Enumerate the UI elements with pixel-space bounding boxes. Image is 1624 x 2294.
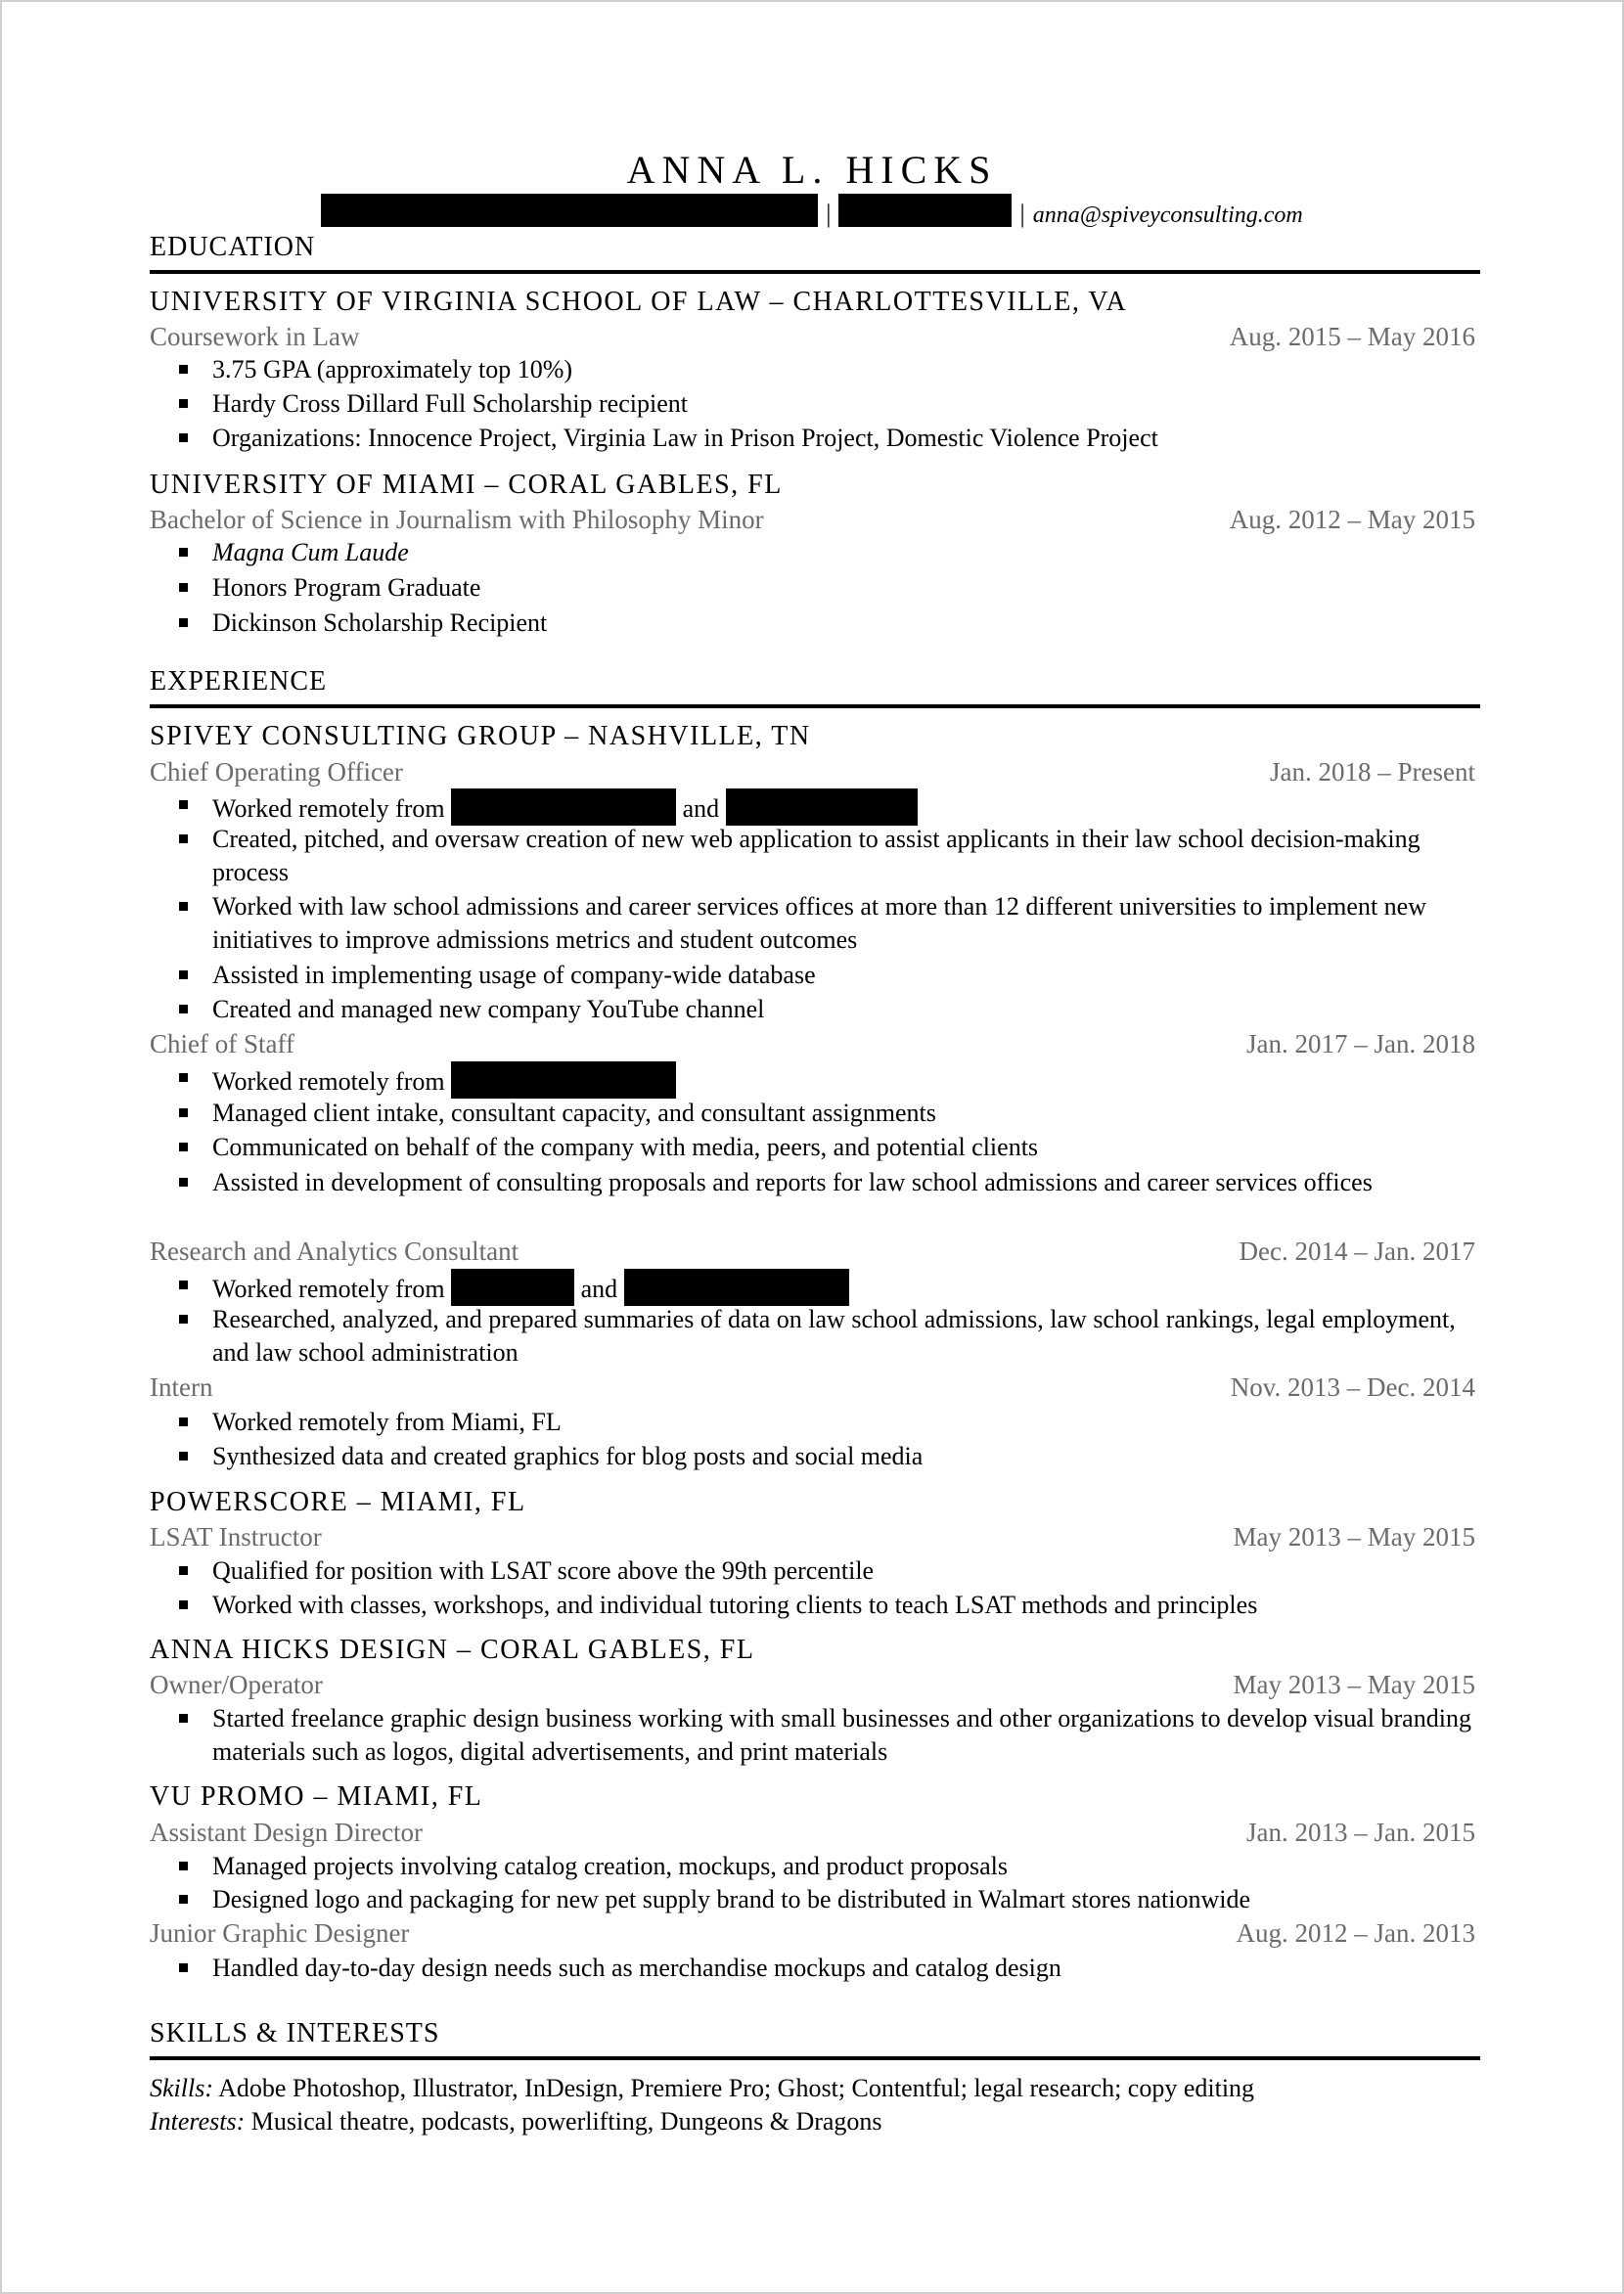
bullet-item: Started freelance graphic design business working with small businesses and other organizations to develop visual branding materials such as logos, digital advertisements, and print materials: [176, 1702, 1494, 1769]
role-title: Coursework in Law: [150, 322, 360, 351]
section-heading-education: EDUCATION: [150, 231, 1480, 274]
bullet-text: and: [580, 1275, 618, 1303]
org-spivey: SPIVEY CONSULTING GROUP – NASHVILLE, TN: [150, 721, 811, 751]
section-heading-experience: EXPERIENCE: [150, 665, 1480, 708]
org-anna-hicks-design: ANNA HICKS DESIGN – CORAL GABLES, FL: [150, 1635, 755, 1665]
interests-line: [150, 2105, 882, 2138]
role-line: [150, 320, 1475, 353]
contact-separator: |: [826, 200, 832, 228]
bullet-item: Worked with law school admissions and career services offices at more than 12 different universities to implement new initiatives to improve admissions metrics and student outcomes: [176, 890, 1494, 957]
role-date: May 2013 – May 2015: [1233, 1670, 1475, 1699]
bullet-item: Synthesized data and created graphics for blog posts and social media: [176, 1440, 1494, 1473]
role-line: [150, 1371, 1475, 1404]
email-link[interactable]: anna@spiveyconsulting.com: [1032, 202, 1303, 228]
bullet-item: Worked remotely from Miami, FL: [176, 1406, 1494, 1439]
contact-line: [0, 194, 1624, 232]
redacted-location: [726, 788, 918, 826]
role-line: [150, 1027, 1475, 1060]
bullet-item: [176, 788, 1494, 826]
role-date: Jan. 2013 – Jan. 2015: [1246, 1818, 1475, 1847]
bullet-item: Worked with classes, workshops, and individual tutoring clients to teach LSAT methods and principles: [176, 1589, 1494, 1622]
interests-label: Interests:: [150, 2107, 246, 2136]
role-title: LSAT Instructor: [150, 1522, 322, 1552]
org-miami: UNIVERSITY OF MIAMI – CORAL GABLES, FL: [150, 470, 783, 500]
skills-label: Skills:: [150, 2074, 213, 2102]
bullet-item: Managed projects involving catalog creation, mockups, and product proposals: [176, 1850, 1494, 1883]
role-line: [150, 755, 1475, 788]
role-title: Intern: [150, 1372, 213, 1402]
bullet-item: Handled day-to-day design needs such as merchandise mockups and catalog design: [176, 1952, 1494, 1985]
bullet-item: Honors Program Graduate: [176, 571, 1494, 605]
role-title: Junior Graphic Designer: [150, 1918, 410, 1948]
bullet-text: Worked remotely from: [212, 1067, 445, 1096]
bullet-item: [176, 1061, 1494, 1099]
redacted-location: [624, 1269, 849, 1306]
role-date: Jan. 2017 – Jan. 2018: [1246, 1029, 1475, 1058]
skills-line: [150, 2072, 1254, 2105]
role-line: [150, 1916, 1475, 1950]
redacted-location: [451, 1061, 676, 1099]
role-date: Nov. 2013 – Dec. 2014: [1230, 1372, 1475, 1402]
bullet-item: Managed client intake, consultant capacity, and consultant assignments: [176, 1097, 1494, 1130]
bullet-item: Assisted in implementing usage of company-wide database: [176, 959, 1494, 992]
bullet-item: Hardy Cross Dillard Full Scholarship recipient: [176, 387, 1494, 421]
role-line: [150, 1816, 1475, 1849]
role-date: Aug. 2012 – Jan. 2013: [1236, 1918, 1475, 1948]
role-date: Jan. 2018 – Present: [1270, 757, 1475, 787]
redacted-address: [321, 194, 818, 227]
role-line: [150, 1235, 1475, 1268]
bullet-text: Worked remotely from: [212, 1275, 445, 1303]
redacted-location: [451, 1269, 574, 1306]
role-title: Chief of Staff: [150, 1029, 294, 1058]
bullet-item: [176, 1269, 1494, 1306]
bullet-item: Researched, analyzed, and prepared summaries of data on law school admissions, law school rankings, legal employment, and law school administration: [176, 1303, 1494, 1370]
bullet-item: Assisted in development of consulting proposals and reports for law school admissions and career services offices: [176, 1166, 1494, 1199]
bullet-item: Qualified for position with LSAT score above the 99th percentile: [176, 1554, 1494, 1588]
role-line: [150, 1668, 1475, 1701]
bullet-item: Communicated on behalf of the company with media, peers, and potential clients: [176, 1131, 1494, 1164]
bullet-item: Designed logo and packaging for new pet supply brand to be distributed in Walmart stores nationwide: [176, 1883, 1494, 1916]
org-uva: UNIVERSITY OF VIRGINIA SCHOOL OF LAW – CHARLOTTESVILLE, VA: [150, 287, 1128, 317]
redacted-location: [451, 788, 676, 826]
role-line: [150, 1520, 1475, 1553]
section-heading-skills: SKILLS & INTERESTS: [150, 2017, 1480, 2060]
bullet-item: Created, pitched, and oversaw creation of new web application to assist applicants in their law school decision-making process: [176, 823, 1494, 889]
role-date: Aug. 2012 – May 2015: [1229, 505, 1475, 534]
bullet-text: and: [682, 794, 720, 823]
org-vu-promo: VU PROMO – MIAMI, FL: [150, 1781, 483, 1812]
bullet-text: Worked remotely from: [212, 794, 445, 823]
org-powerscore: POWERSCORE – MIAMI, FL: [150, 1487, 526, 1517]
bullet-item: 3.75 GPA (approximately top 10%): [176, 353, 1494, 386]
interests-text: Musical theatre, podcasts, powerlifting, Dungeons & Dragons: [245, 2107, 882, 2136]
role-date: Dec. 2014 – Jan. 2017: [1239, 1237, 1475, 1266]
skills-text: Adobe Photoshop, Illustrator, InDesign, Premiere Pro; Ghost; Contentful; legal research; copy editing: [213, 2074, 1255, 2102]
bullet-item: Magna Cum Laude: [176, 536, 1494, 569]
bullet-item: Dickinson Scholarship Recipient: [176, 607, 1494, 640]
role-title: Chief Operating Officer: [150, 757, 403, 787]
role-line: [150, 503, 1475, 536]
role-date: May 2013 – May 2015: [1233, 1522, 1475, 1552]
redacted-phone: [838, 194, 1012, 227]
role-title: Research and Analytics Consultant: [150, 1237, 519, 1266]
role-title: Bachelor of Science in Journalism with Philosophy Minor: [150, 505, 764, 534]
bullet-item: Organizations: Innocence Project, Virginia Law in Prison Project, Domestic Violence Project: [176, 422, 1494, 455]
resume-name: ANNA L. HICKS: [626, 148, 998, 192]
contact-separator: |: [1019, 200, 1025, 228]
role-date: Aug. 2015 – May 2016: [1229, 322, 1475, 351]
role-title: Owner/Operator: [150, 1670, 323, 1699]
bullet-item: Created and managed new company YouTube channel: [176, 993, 1494, 1026]
role-title: Assistant Design Director: [150, 1818, 423, 1847]
